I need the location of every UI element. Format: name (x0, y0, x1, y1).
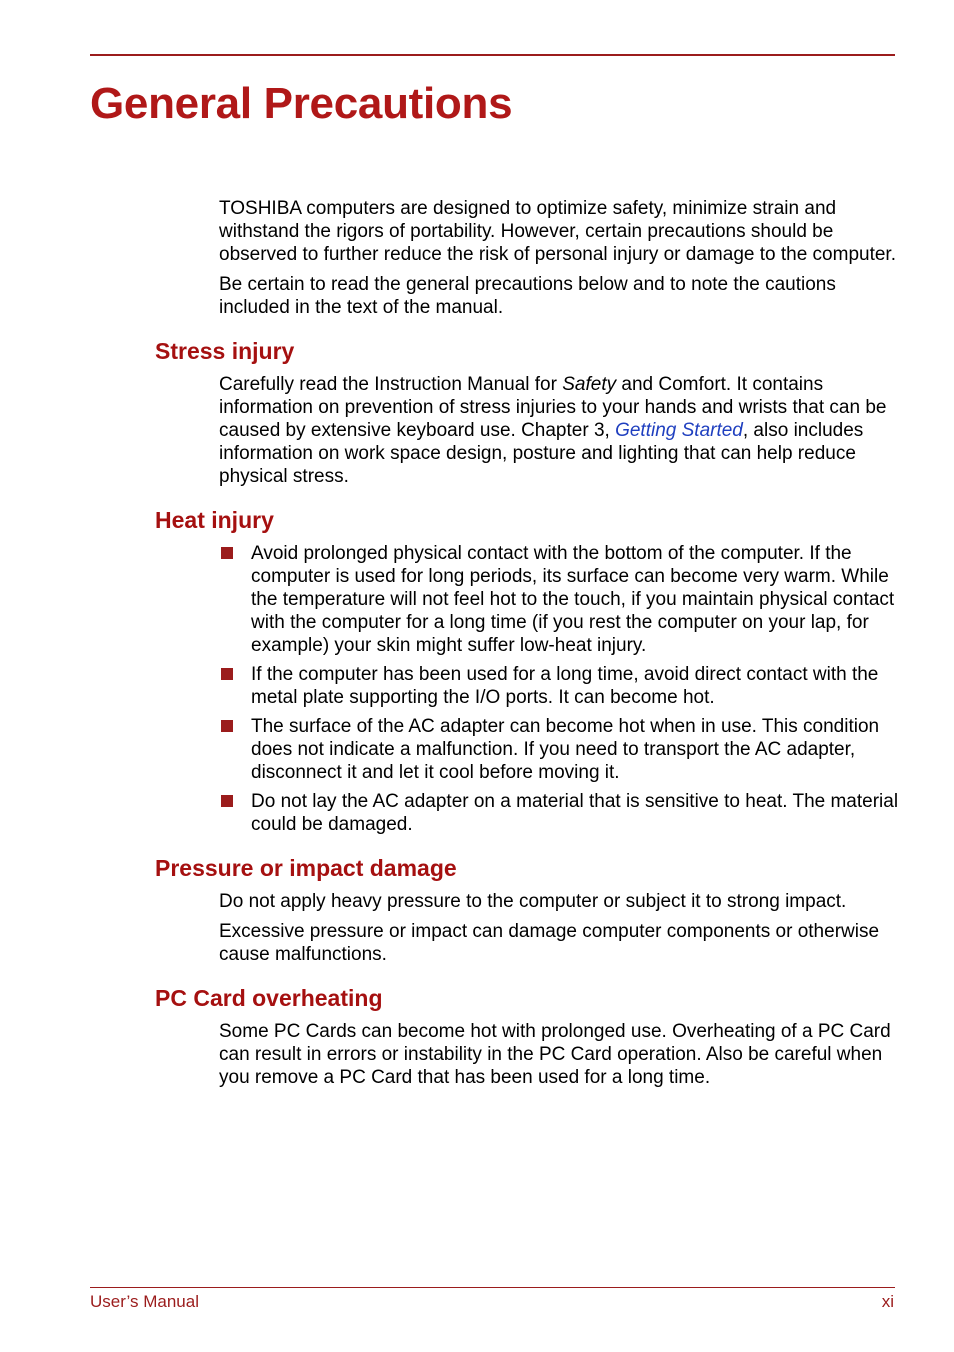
heat-injury-list (155, 542, 900, 836)
stress-text-a: Carefully read the Instruction Manual for (219, 374, 563, 395)
footer-manual-label: User’s Manual (90, 1292, 199, 1311)
square-bullet-icon (221, 547, 233, 559)
list-item-text: The surface of the AC adapter can become hot when in use. This condition does not indicate a malfunction. If you need to transport the AC adapter, disconnect it and let it cool before moving it. (251, 716, 880, 783)
stress-text-b: and Comfort. It contains information on prevention of stress injuries to your hands and wrists that can be caused by extensive keyboard use. Chapter 3, (219, 374, 887, 441)
footer-rule (90, 1287, 895, 1288)
safety-italic: Safety (562, 374, 617, 395)
square-bullet-icon (221, 668, 233, 680)
page-title: General Precautions (90, 79, 513, 128)
heat-injury-heading: Heat injury (155, 507, 274, 533)
list-item-text: Do not lay the AC adapter on a material that is sensitive to heat. The material could be damaged. (251, 791, 899, 835)
square-bullet-icon (221, 795, 233, 807)
square-bullet-icon (221, 720, 233, 732)
intro-paragraph-2: Be certain to read the general precautions below and to note the cautions included in the text of the manual. (219, 274, 836, 318)
list-item-text: Avoid prolonged physical contact with the bottom of the computer. If the computer is used for long periods, its surface can become very warm. While the temperature will not feel hot to the touch, if you maintain physical contact with the computer for a long time (if you rest the computer on your lap, for example) your skin might suffer low-heat injury. (251, 543, 895, 656)
page-number: xi (881, 1292, 894, 1311)
list-item (251, 790, 900, 836)
getting-started-link[interactable]: Getting Started (615, 420, 743, 441)
intro-paragraph-1: TOSHIBA computers are designed to optimize safety, minimize strain and withstand the rigors of portability. However, certain precautions should be observed to further reduce the risk of personal injury or damage to the computer. (219, 198, 896, 265)
pressure-paragraph-1: Do not apply heavy pressure to the computer or subject it to strong impact. (219, 891, 847, 912)
pc-card-paragraph: Some PC Cards can become hot with prolonged use. Overheating of a PC Card can result in errors or instability in the PC Card operation. Also be careful when you remove a PC Card that has been used for a long time. (219, 1021, 891, 1088)
header-rule (90, 54, 895, 56)
pressure-damage-heading: Pressure or impact damage (155, 855, 457, 881)
main-content (155, 197, 900, 1096)
list-item-text: If the computer has been used for a long time, avoid direct contact with the metal plate supporting the I/O ports. It can become hot. (251, 664, 879, 708)
stress-text-c: , also includes information on work space design, posture and lighting that can help reduce physical stress. (219, 420, 864, 487)
stress-injury-heading: Stress injury (155, 338, 295, 364)
stress-injury-paragraph (219, 373, 900, 488)
pressure-paragraph-2: Excessive pressure or impact can damage computer components or otherwise cause malfunctions. (219, 921, 880, 965)
list-item (251, 715, 900, 784)
list-item (251, 663, 900, 709)
list-item (251, 542, 900, 657)
pc-card-overheating-heading: PC Card overheating (155, 985, 383, 1011)
